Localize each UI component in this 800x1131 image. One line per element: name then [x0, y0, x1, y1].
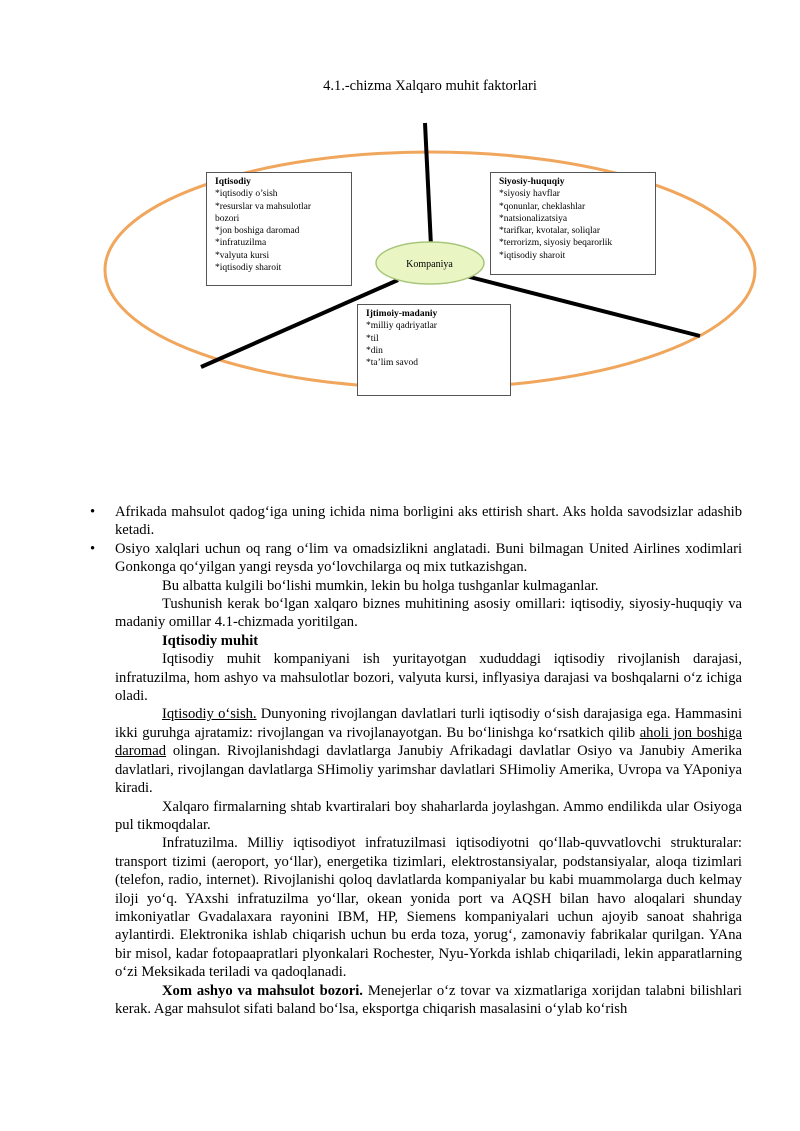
- social-item: *din: [366, 345, 383, 356]
- economic-heading: Iqtisodiy: [215, 177, 251, 187]
- section-heading: [115, 632, 742, 650]
- document-body: [90, 503, 743, 1018]
- paragraph-text: Menejerlar o‘z tovar va xizmatlariga xorijdan talabni bilishlari kerak. Agar mahsulot sifati baland bo‘lsa, eksportga chiqarish masalasini o‘ylab ko‘rish: [115, 982, 742, 1017]
- social-item: *ta’lim savod: [366, 358, 418, 369]
- paragraph: Tushunish kerak bo‘lgan xalqaro biznes muhitining asosiy omillari: iqtisodiy, siyosiy-huquqiy va madaniy omillar 4.1-chizmada yoritilgan.: [115, 596, 742, 631]
- figure-title: 4.1.-chizma Xalqaro muhit faktorlari: [323, 78, 537, 94]
- paragraph: Infratuzilma. Milliy iqtisodiyot infratuzilmasi iqtisodiyotni qo‘llab-quvvatlovchi strukturalar: transport tizimi (aeroport, yo‘llar), energetika tizimlari, elektrostansiyalar, podstansiyalar, aloqa tizimlari (telefon, radio, internet). Rivojlanishi qoloq davlatlarda kompaniyalar bu kabi muammolarga duch kelmay iloji yo‘q. YAxshi infratuzilma yo‘llar, okean yonida port va AQSH bilan havo aloqalari shunday imkoniyatlar Gvadalaxara rayonini IBM, HP, Siemens kompaniyalari uchun ajoyib sanoat shahriga aylantirdi. Elektronika ishlab chiqarish uchun bu erda toza, yorug‘, zamonaviy fabrikalar qurilgan. YAna bir misol, kadar fotopaapratlari plyonkalari Rochester, Nyu-Yorkda ishlab chiqariladi, lekin apparatlarning o‘zi Meksikada teriladi va qadoqlanadi.: [115, 835, 742, 981]
- political-item: *siyosiy havflar: [499, 189, 560, 200]
- connector-top: [425, 123, 431, 246]
- economic-item: *resurslar va mahsulotlar: [215, 201, 312, 212]
- social-heading: Ijtimoiy-madaniy: [366, 309, 438, 319]
- economic-item: *jon boshiga daromad: [215, 226, 300, 237]
- subheading-raw-materials: Xom ashyo va mahsulot bozori.: [162, 982, 363, 999]
- paragraph: Iqtisodiy muhit kompaniyani ish yuritayotgan xududdagi iqtisodiy rivojlanish darajasi, infratuzilma, hom ashyo va mahsulotlar bozori, valyuta kursi, inflyasiya darajasi va boshqalarni o‘z ichiga oladi.: [115, 651, 742, 705]
- social-cultural-factors-box: [357, 304, 511, 396]
- social-item: *til: [366, 333, 379, 344]
- economic-item: *iqtisodiy o’sish: [215, 189, 278, 200]
- economic-factors-box: [206, 172, 352, 286]
- bullet-item: [90, 540, 742, 577]
- political-legal-factors-box: [490, 172, 656, 275]
- paragraph: [115, 705, 742, 797]
- factors-diagram: [0, 0, 800, 480]
- political-item: *iqtisodiy sharoit: [499, 250, 566, 261]
- economic-item: *valyuta kursi: [215, 250, 270, 261]
- paragraph: Xalqaro firmalarning shtab kvartiralari boy shaharlarda joylashgan. Ammo endilikda ular Osiyoga pul tikmoqdalar.: [115, 798, 742, 833]
- paragraph: Bu albatta kulgili bo‘lishi mumkin, lekin bu holga tushganlar kulmaganlar.: [162, 577, 599, 594]
- bullet-icon: •: [90, 540, 96, 557]
- social-item: *milliy qadriyatlar: [366, 321, 437, 332]
- political-item: *terrorizm, siyosiy beqarorlik: [499, 238, 613, 249]
- economic-item: *iqtisodiy sharoit: [215, 263, 282, 274]
- paragraph-text: Dunyoning rivojlangan davlatlari turli iqtisodiy o‘sish darajasiga ega. Hammasini ikki guruhga ajratamiz: rivojlangan va rivojlanayotgan. Bu bo‘linishga ko‘rsatkich qilib: [115, 706, 743, 741]
- bullet-icon: •: [90, 504, 96, 520]
- bullet-item: [90, 503, 742, 540]
- political-item: *tarifkar, kvotalar, soliqlar: [499, 226, 601, 237]
- political-item: *natsionalizatsiya: [499, 213, 568, 224]
- paragraph: [115, 982, 742, 1019]
- section-heading-text: Iqtisodiy muhit: [162, 632, 259, 649]
- bullet-text: Afrikada mahsulot qadog‘iga uning ichida nima borligini aks ettirish shart. Aks holda savodsizlar adashib ketadi.: [115, 504, 742, 539]
- subheading-economic-growth: Iqtisodiy o‘sish.: [162, 706, 257, 723]
- economic-item: *infratuzilma: [215, 238, 267, 249]
- political-heading: Siyosiy-huquqiy: [499, 177, 565, 187]
- paragraph-text: olingan. Rivojlanishdagi davlatlarga Janubiy Afrikadagi davlatlar Osiyo va Janubiy Amerika davlatlari, rivojlangan davlatlarga SHimoliy yarimshar davlatlari SHimoliy Amerika, Uvropa va YAponiya kiradi.: [115, 743, 742, 797]
- political-item: *qonunlar, cheklashlar: [499, 201, 586, 212]
- economic-item: bozori: [215, 213, 240, 224]
- bullet-text: Osiyo xalqlari uchun oq rang o‘lim va omadsizlikni anglatadi. Buni bilmagan United Airlines xodimlari Gonkonga qo‘yilgan yangi reysda yo‘lovchilarga oq mix tutkazishgan.: [115, 540, 742, 576]
- company-label: Kompaniya: [406, 258, 453, 270]
- underlined-term: aholi jon boshiga daromad: [115, 724, 742, 760]
